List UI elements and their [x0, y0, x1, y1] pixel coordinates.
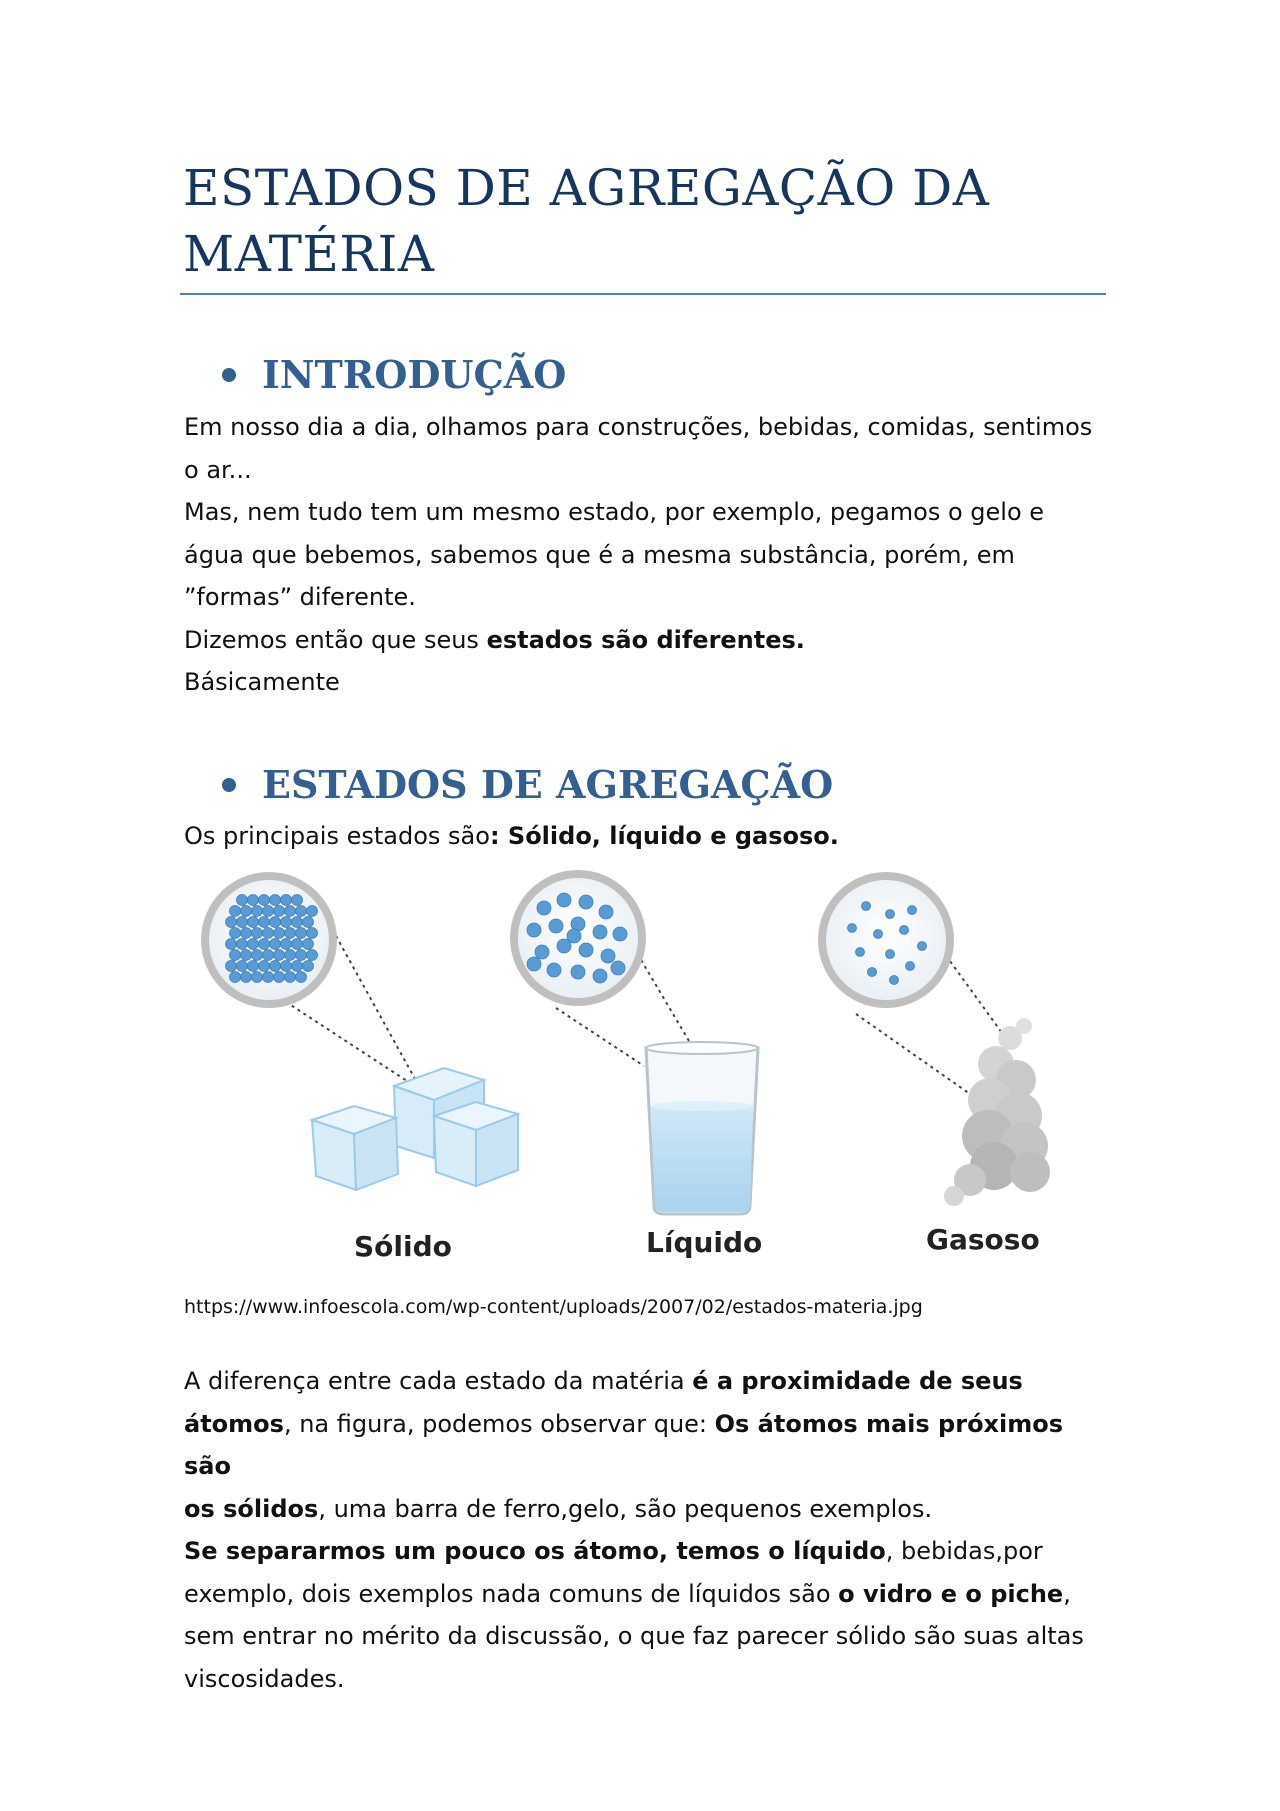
- solid-particle: [281, 961, 292, 972]
- expl-line-5: [184, 1573, 1104, 1616]
- solid-particle: [270, 939, 281, 950]
- solid-particle: [252, 972, 263, 983]
- water-glass: [646, 1042, 758, 1214]
- solid-particle: [281, 895, 292, 906]
- explanation-paragraph: [184, 1360, 1104, 1700]
- expl-text: , uma barra de ferro,gelo, são pequenos exemplos.: [318, 1494, 933, 1523]
- solid-particle: [248, 895, 259, 906]
- solid-particle: [281, 917, 292, 928]
- intro-paragraph: [184, 406, 1104, 704]
- expl-bold: os sólidos: [184, 1494, 319, 1523]
- liquid-particle: [535, 945, 549, 959]
- liquid-particle: [599, 905, 613, 919]
- solid-particle: [259, 939, 270, 950]
- solid-particle: [241, 950, 252, 961]
- solid-particle: [263, 906, 274, 917]
- states-line-bold: : Sólido, líquido e gasoso.: [489, 822, 839, 850]
- solid-particle: [292, 917, 303, 928]
- intro-line-3: Mas, nem tudo tem um mesmo estado, por exemplo, pegamos o gelo e: [184, 498, 1045, 526]
- solid-particle: [248, 939, 259, 950]
- liquid-particle: [593, 969, 607, 983]
- solid-particle: [292, 961, 303, 972]
- expl-line-1: [184, 1360, 1104, 1403]
- liquid-particle: [537, 901, 551, 915]
- section-heading-states: [222, 763, 833, 807]
- intro-line-6-bold: estados são diferentes.: [486, 625, 805, 654]
- states-of-matter-figure: [184, 868, 1084, 1268]
- states-intro-line: [184, 815, 1104, 858]
- gas-illustration: [818, 872, 1050, 1206]
- solid-particle: [263, 950, 274, 961]
- gas-particle: [908, 906, 917, 915]
- solid-particle: [241, 906, 252, 917]
- expl-line-7: viscosidades.: [184, 1664, 345, 1693]
- gas-particle: [848, 924, 857, 933]
- solid-particle: [237, 961, 248, 972]
- states-line-text: Os principais estados são: [184, 822, 490, 850]
- solid-particle: [296, 928, 307, 939]
- solid-particle: [252, 928, 263, 939]
- solid-particle: [263, 972, 274, 983]
- solid-particle: [230, 906, 241, 917]
- solid-particle: [307, 950, 318, 961]
- solid-particle: [285, 906, 296, 917]
- solid-particle: [296, 972, 307, 983]
- expl-bold: Os átomos mais próximos são: [184, 1409, 1064, 1480]
- solid-particle: [285, 928, 296, 939]
- liquid-particle: [571, 965, 585, 979]
- solid-particle: [252, 950, 263, 961]
- liquid-particle: [593, 925, 607, 939]
- solid-particle: [292, 939, 303, 950]
- solid-particle: [274, 906, 285, 917]
- solid-particle: [241, 928, 252, 939]
- intro-line-5: ”formas” diferente.: [184, 583, 416, 611]
- solid-particle: [274, 928, 285, 939]
- expl-text: , na figura, podemos observar que:: [283, 1409, 715, 1438]
- expl-bold: o vidro e o piche: [838, 1579, 1064, 1608]
- gas-particle: [900, 926, 909, 935]
- bullet-icon: [222, 778, 236, 792]
- solid-particle: [252, 906, 263, 917]
- gas-particle: [874, 930, 883, 939]
- solid-particle: [237, 895, 248, 906]
- solid-particle: [230, 972, 241, 983]
- expl-bold: é a proximidade de seus: [692, 1367, 1023, 1395]
- intro-line-7: Básicamente: [184, 668, 340, 696]
- gas-particle: [856, 948, 865, 957]
- smoke-cloud: [944, 1018, 1050, 1206]
- solid-particle: [226, 917, 237, 928]
- solid-particle: [248, 917, 259, 928]
- solid-particle: [270, 961, 281, 972]
- solid-particle: [307, 906, 318, 917]
- gas-lens: [826, 880, 946, 1000]
- document-title: [183, 155, 1083, 287]
- section-heading-intro: [222, 353, 566, 397]
- solid-particle: [241, 972, 252, 983]
- expl-text: , bebidas,por: [885, 1537, 1043, 1565]
- solid-particle: [303, 917, 314, 928]
- solid-particle: [285, 950, 296, 961]
- solid-particle: [248, 961, 259, 972]
- solid-particle: [270, 917, 281, 928]
- label-gas: Gasoso: [926, 1223, 1040, 1256]
- liquid-particle: [579, 943, 593, 957]
- solid-particle: [274, 950, 285, 961]
- gas-particle: [886, 910, 895, 919]
- liquid-particle: [527, 923, 541, 937]
- expl-text: exemplo, dois exemplos nada comuns de líquidos são: [184, 1579, 839, 1608]
- title-underline: [180, 293, 1106, 295]
- solid-particle: [237, 939, 248, 950]
- solid-particle: [303, 939, 314, 950]
- expl-bold: Se separarmos um pouco os átomo, temos o líquido: [184, 1537, 886, 1565]
- intro-line-6: [184, 619, 1104, 662]
- intro-line-2: o ar...: [184, 455, 252, 484]
- solid-particle: [259, 895, 270, 906]
- title-line-1: ESTADOS DE AGREGAÇÃO DA: [183, 159, 990, 217]
- gas-particle: [890, 976, 899, 985]
- title-line-2: MATÉRIA: [183, 225, 435, 283]
- intro-line-6-text: Dizemos então que seus: [184, 625, 487, 654]
- liquid-particle: [547, 963, 561, 977]
- liquid-particle: [611, 961, 625, 975]
- solid-particle: [307, 928, 318, 939]
- solid-particle: [303, 961, 314, 972]
- expl-line-2: [184, 1403, 1104, 1488]
- solid-particle: [226, 961, 237, 972]
- liquid-illustration: [510, 870, 758, 1214]
- liquid-particle: [527, 957, 541, 971]
- solid-particle: [259, 961, 270, 972]
- solid-illustration: [201, 872, 518, 1190]
- expl-bold: átomos: [184, 1409, 284, 1438]
- solid-particle: [281, 939, 292, 950]
- ice-cubes: [312, 1068, 518, 1190]
- label-solid: Sólido: [354, 1230, 452, 1263]
- expl-text: A diferença entre cada estado da matéria: [184, 1367, 693, 1395]
- heading-text: INTRODUÇÃO: [262, 352, 567, 397]
- intro-line-4: água que bebemos, sabemos que é a mesma substância, porém, em: [184, 540, 1015, 569]
- heading-text: ESTADOS DE AGREGAÇÃO: [262, 762, 834, 807]
- expl-text: ,: [1063, 1579, 1071, 1608]
- gas-particle: [906, 962, 915, 971]
- solid-particle: [259, 917, 270, 928]
- gas-particle: [886, 950, 895, 959]
- label-liquid: Líquido: [646, 1226, 763, 1259]
- liquid-particle: [601, 949, 615, 963]
- expl-line-3: [184, 1488, 1104, 1531]
- figure-illustration: [184, 868, 1084, 1268]
- solid-particle: [292, 895, 303, 906]
- solid-particle: [285, 972, 296, 983]
- solid-particle: [274, 972, 285, 983]
- expl-line-6: sem entrar no mérito da discussão, o que faz parecer sólido são suas altas: [184, 1622, 1084, 1650]
- gas-particle: [862, 902, 871, 911]
- liquid-particle: [613, 927, 627, 941]
- image-source-url: https://www.infoescola.com/wp-content/uploads/2007/02/estados-materia.jpg: [184, 1296, 923, 1318]
- liquid-particle: [579, 895, 593, 909]
- intro-line-1: Em nosso dia a dia, olhamos para construções, bebidas, comidas, sentimos: [184, 413, 1093, 441]
- liquid-particle: [549, 919, 563, 933]
- solid-particle: [230, 928, 241, 939]
- solid-particle: [270, 895, 281, 906]
- gas-particle: [918, 942, 927, 951]
- solid-particle: [296, 906, 307, 917]
- solid-particle: [237, 917, 248, 928]
- solid-particle: [230, 950, 241, 961]
- solid-particle: [226, 939, 237, 950]
- liquid-particle: [567, 929, 581, 943]
- expl-line-4: [184, 1530, 1104, 1573]
- solid-particle: [296, 950, 307, 961]
- gas-particle: [868, 968, 877, 977]
- bullet-icon: [222, 368, 236, 382]
- liquid-particle: [557, 893, 571, 907]
- solid-particle: [263, 928, 274, 939]
